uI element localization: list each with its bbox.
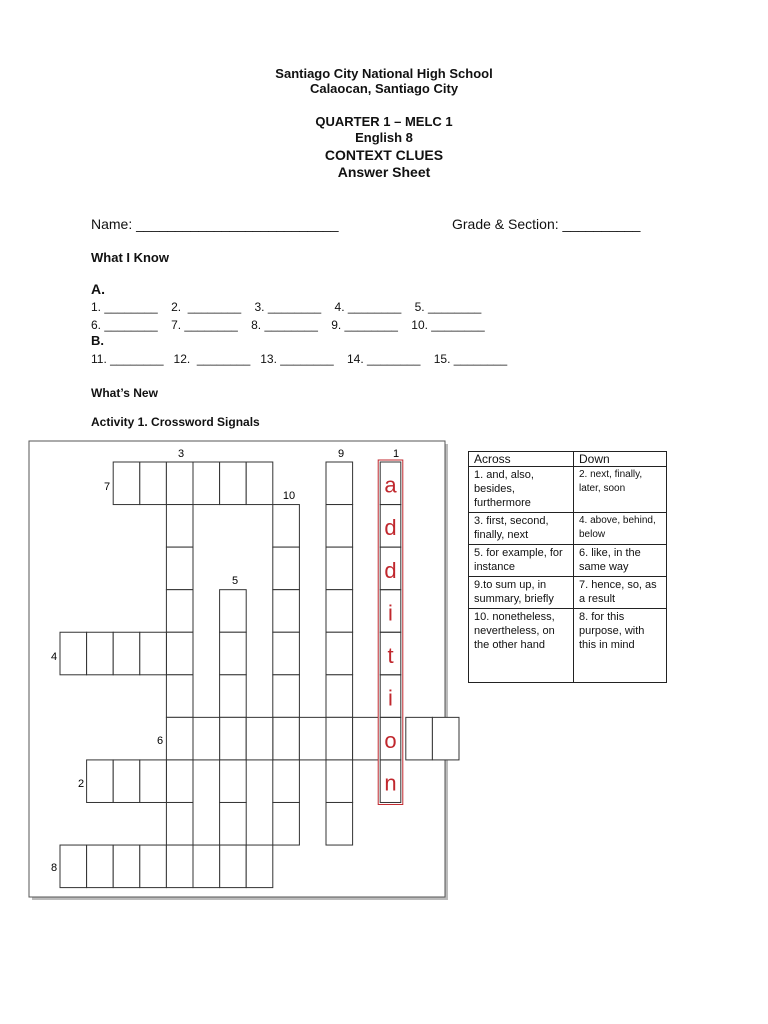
crossword-cell[interactable] <box>220 802 247 845</box>
grade-section-field[interactable]: Grade & Section: __________ <box>452 216 641 232</box>
clue-number-9: 9 <box>337 448 345 460</box>
what-i-know-heading: What I Know <box>91 250 169 265</box>
down-clue: 7. hence, so, as a result <box>574 577 667 609</box>
crossword-cell[interactable] <box>113 632 140 675</box>
crossword-cell[interactable] <box>140 632 167 675</box>
crossword-cell[interactable] <box>326 717 353 760</box>
school-name: Santiago City National High School <box>275 66 493 81</box>
crossword-cell[interactable] <box>273 675 300 718</box>
crossword-cell[interactable] <box>326 802 353 845</box>
clue-number-2: 2 <box>77 778 85 790</box>
clue-row <box>469 609 667 683</box>
crossword-cell[interactable] <box>220 590 247 633</box>
across-clue: 10. nonetheless, nevertheless, on the other hand <box>469 609 574 683</box>
crossword-cell[interactable] <box>273 547 300 590</box>
clue-table-header <box>469 452 667 467</box>
crossword-cell[interactable] <box>220 845 247 888</box>
clue-row <box>469 545 667 577</box>
clue-row <box>469 513 667 545</box>
crossword-cell[interactable] <box>166 675 193 718</box>
crossword-cell[interactable] <box>326 590 353 633</box>
crossword-cell[interactable] <box>87 845 114 888</box>
clue-number-4: 4 <box>50 651 58 663</box>
crossword-cell[interactable] <box>113 462 140 505</box>
activity-title: Activity 1. Crossword Signals <box>91 415 260 429</box>
crossword-cell[interactable] <box>246 717 273 760</box>
part-b-label: B. <box>91 333 104 348</box>
crossword-cell[interactable] <box>113 845 140 888</box>
crossword-cell[interactable] <box>166 717 193 760</box>
crossword-cell[interactable] <box>166 547 193 590</box>
answer-letter: a <box>384 472 397 498</box>
whats-new-heading: What’s New <box>91 386 158 400</box>
answer-letter: i <box>388 685 393 711</box>
answer-letter: d <box>384 515 397 541</box>
crossword-cell[interactable] <box>87 632 114 675</box>
crossword-cell[interactable] <box>273 717 300 760</box>
crossword-cell[interactable] <box>60 632 87 675</box>
crossword-cell[interactable] <box>166 802 193 845</box>
name-field[interactable]: Name: __________________________ <box>91 216 339 232</box>
school-address: Calaocan, Santiago City <box>309 81 459 96</box>
part-a-label: A. <box>91 281 105 297</box>
answer-row-2[interactable]: 6. ________ 7. ________ 8. ________ 9. ________ 10. ________ <box>91 318 485 332</box>
answer-letter: i <box>388 600 393 626</box>
clue-number-8: 8 <box>50 862 58 874</box>
answer-row-3[interactable]: 11. ________ 12. ________ 13. ________ 14. ________ 15. ________ <box>91 352 508 366</box>
crossword-cell[interactable] <box>246 462 273 505</box>
crossword-cell[interactable] <box>273 632 300 675</box>
clue-table <box>468 451 667 683</box>
crossword-cell[interactable] <box>406 717 433 760</box>
down-clue: 6. like, in the same way <box>574 545 667 577</box>
crossword-cell[interactable] <box>60 845 87 888</box>
crossword-cell[interactable] <box>166 505 193 548</box>
clue-number-3: 3 <box>177 448 185 460</box>
letters-group <box>378 460 403 804</box>
clue-row <box>469 467 667 513</box>
answer-letter: t <box>387 642 394 668</box>
crossword-cell[interactable] <box>220 462 247 505</box>
crossword-cell[interactable] <box>326 760 353 803</box>
across-clue: 1. and, also, besides, furthermore <box>469 467 574 513</box>
crossword-cell[interactable] <box>246 845 273 888</box>
crossword-cell[interactable] <box>273 505 300 548</box>
crossword-cell[interactable] <box>140 462 167 505</box>
crossword-cell[interactable] <box>193 462 220 505</box>
crossword-cell[interactable] <box>193 845 220 888</box>
crossword-cell[interactable] <box>326 462 353 505</box>
crossword-cell[interactable] <box>220 675 247 718</box>
clue-number-5: 5 <box>231 575 239 587</box>
down-clue: 2. next, finally, later, soon <box>574 467 667 513</box>
crossword-cell[interactable] <box>353 717 380 760</box>
crossword-cell[interactable] <box>193 717 220 760</box>
clue-row <box>469 577 667 609</box>
answer-row-1[interactable]: 1. ________ 2. ________ 3. ________ 4. ________ 5. ________ <box>91 300 482 314</box>
clue-number-7: 7 <box>103 481 111 493</box>
crossword-cell[interactable] <box>166 760 193 803</box>
down-header: Down <box>574 452 667 467</box>
doc-type-title: Answer Sheet <box>337 164 431 180</box>
crossword-cell[interactable] <box>326 547 353 590</box>
across-clue: 9.to sum up, in summary, briefly <box>469 577 574 609</box>
crossword-cell[interactable] <box>273 760 300 803</box>
answer-letter: d <box>384 557 397 583</box>
crossword-cell[interactable] <box>140 845 167 888</box>
clue-number-10: 10 <box>282 490 296 502</box>
crossword-cell[interactable] <box>432 717 459 760</box>
crossword-cell[interactable] <box>220 632 247 675</box>
crossword-cell[interactable] <box>166 632 193 675</box>
crossword-cell[interactable] <box>220 717 247 760</box>
down-clue: 8. for this purpose, with this in mind <box>574 609 667 683</box>
crossword-cell[interactable] <box>273 802 300 845</box>
crossword-cell[interactable] <box>166 462 193 505</box>
crossword-cell[interactable] <box>140 760 167 803</box>
crossword-cell[interactable] <box>166 590 193 633</box>
topic-title: CONTEXT CLUES <box>324 147 444 163</box>
across-clue: 3. first, second, finally, next <box>469 513 574 545</box>
quarter-label: QUARTER 1 – MELC 1 <box>315 114 453 129</box>
clue-number-1: 1 <box>392 448 400 460</box>
crossword-cell[interactable] <box>299 717 326 760</box>
crossword-cell[interactable] <box>220 760 247 803</box>
clue-number-6: 6 <box>156 735 164 747</box>
across-clue: 5. for example, for instance <box>469 545 574 577</box>
crossword-cell[interactable] <box>166 845 193 888</box>
answer-letter: n <box>384 770 397 796</box>
crossword-cell[interactable] <box>87 760 114 803</box>
subject-label: English 8 <box>355 130 413 145</box>
down-clue: 4. above, behind, below <box>574 513 667 545</box>
crossword-cell[interactable] <box>273 590 300 633</box>
answer-letter: o <box>384 728 397 754</box>
crossword-cell[interactable] <box>326 505 353 548</box>
crossword-cell[interactable] <box>113 760 140 803</box>
crossword-cell[interactable] <box>326 675 353 718</box>
across-header: Across <box>469 452 574 467</box>
crossword-cell[interactable] <box>326 632 353 675</box>
